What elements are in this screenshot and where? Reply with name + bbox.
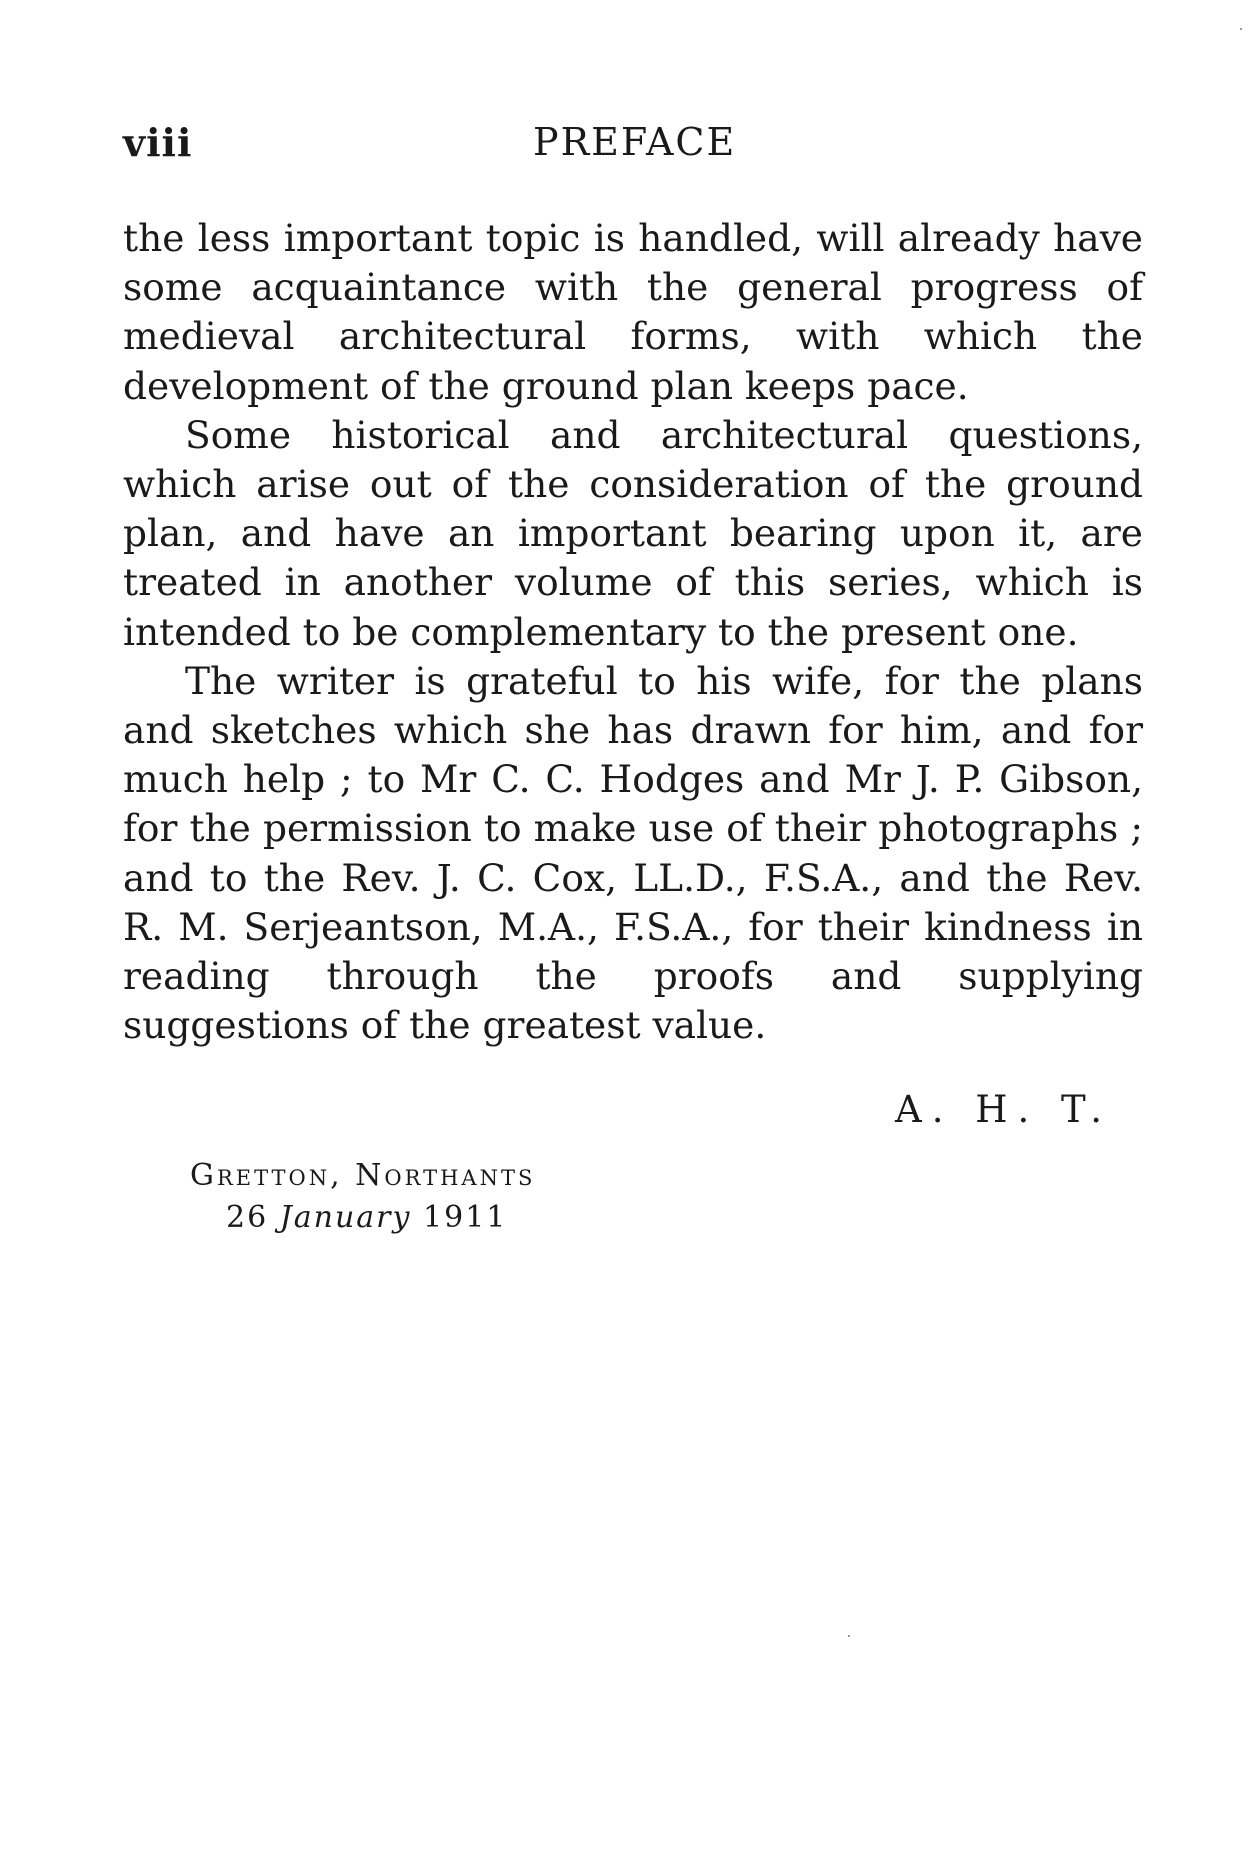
date-year: 1911 [423,1200,508,1235]
dateline-place: Gretton, Northants [190,1158,536,1193]
date-month: January [279,1200,412,1235]
author-initials: A. H. T. [895,1088,1113,1131]
date-day: 26 [226,1200,269,1235]
paragraph-2: Some historical and architectural questions, which arise out of the consideration of the ground plan, and have an important bearing upon it, are treated in another volume of this series, which is intended to be complementary to the present one. [123,412,1143,654]
preface-body [123,214,1143,1050]
paragraph-1: the less important topic is handled, will already have some acquaintance with the general progress of medieval architectural forms, with which the development of the ground plan keeps pace. [123,216,1143,408]
page-number: viii [123,120,193,165]
running-title: PREFACE [533,120,737,164]
dateline-date [226,1200,507,1235]
paper-speck [848,1635,850,1637]
paragraph-3: The writer is grateful to his wife, for the plans and sketches which she has drawn for him, and for much help ; to Mr C. C. Hodges and Mr J. P. Gibson, for the permission to make use of their photographs ; and to the Rev. J. C. Cox, LL.D., F.S.A., and the Rev. R. M. Serjeantson, M.A., F.S.A., for their kindness in reading through the proofs and supplying suggestions of the greatest value. [123,658,1143,1048]
paper-speck [1240,28,1242,30]
running-head [123,120,1133,170]
